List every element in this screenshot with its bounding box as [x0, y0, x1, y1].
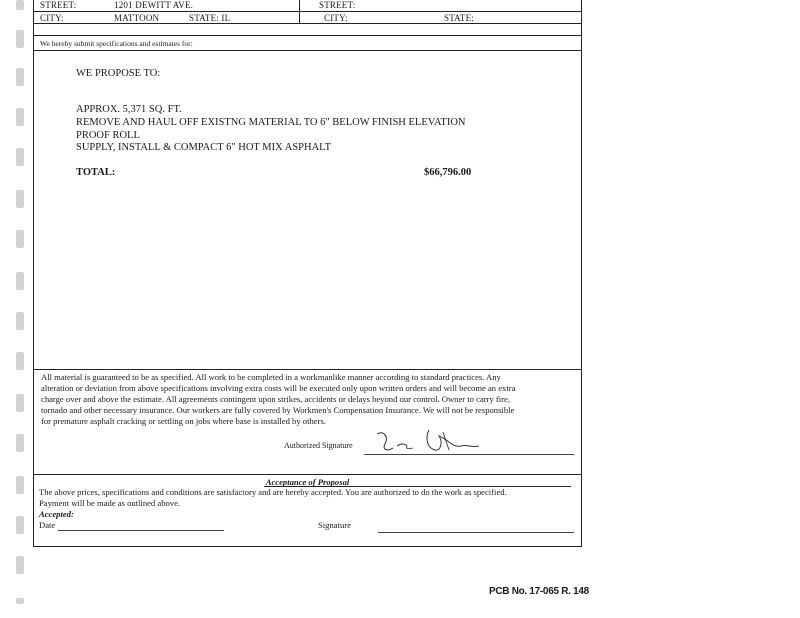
city-label-right: CITY:	[324, 13, 348, 23]
binder-holes	[16, 0, 26, 618]
binder-hole	[16, 556, 24, 574]
divider	[34, 23, 581, 24]
signature-label: Signature	[318, 520, 351, 530]
terms-line: tornado and other necessary insurance. Our workers are fully covered by Workmen's Compensation Insurance. We will not be responsible	[41, 405, 515, 415]
page-reference: PCB No. 17-065 R. 148	[489, 586, 589, 597]
handwritten-signature-icon	[369, 424, 494, 456]
binder-hole	[16, 352, 24, 370]
binder-hole	[16, 598, 24, 604]
terms-text	[41, 372, 578, 427]
terms-line: alteration or deviation from above specifications involving extra costs will be executed only upon written orders and will become an extra	[41, 383, 516, 393]
street-label-right: STREET:	[319, 0, 356, 10]
binder-hole	[16, 476, 24, 494]
street-row	[34, 0, 581, 11]
proposal-form	[33, 0, 582, 547]
city-value: MATTOON	[114, 13, 160, 23]
divider	[34, 35, 581, 36]
divider	[34, 369, 581, 370]
acceptance-line: Payment will be made as outlined above.	[39, 498, 181, 508]
divider-vertical	[299, 0, 300, 24]
binder-hole	[16, 394, 24, 412]
acceptance-title: Acceptance of Proposal	[265, 477, 350, 487]
authorized-signature-label: Authorized Signature	[284, 441, 353, 450]
proposal-heading: WE PROPOSE TO:	[76, 68, 161, 79]
binder-hole	[16, 516, 24, 534]
binder-hole	[16, 272, 24, 290]
binder-hole	[16, 0, 24, 10]
terms-line: charge over and above the estimate. All agreements contingent upon strikes, accidents or delays beyond our control. Owner to carry fire,	[41, 394, 510, 404]
proposal-line: PROOF ROLL	[76, 130, 140, 141]
binder-hole	[16, 434, 24, 452]
terms-line: for premature asphalt cracking or settling on jobs where base is installed by others.	[41, 416, 326, 426]
street-value: 1201 DEWITT AVE.	[114, 0, 194, 10]
total-value: $66,796.00	[424, 167, 472, 178]
binder-hole	[16, 68, 24, 86]
city-label: CITY:	[40, 13, 64, 23]
proposal-line: APPROX. 5,371 SQ. FT.	[76, 104, 182, 115]
total-label: TOTAL:	[76, 167, 116, 178]
street-label: STREET:	[40, 0, 77, 10]
accepted-label: Accepted:	[39, 509, 74, 519]
city-row	[34, 12, 581, 23]
proposal-line: REMOVE AND HAUL OFF EXISTNG MATERIAL TO 6" BELOW FINISH ELEVATION	[76, 117, 466, 128]
state-label: STATE: IL	[189, 13, 231, 23]
state-label-right: STATE:	[444, 13, 474, 23]
binder-hole	[16, 148, 24, 166]
binder-hole	[16, 190, 24, 208]
binder-hole	[16, 30, 24, 48]
intro-text: We hereby submit specifications and estimates for:	[40, 39, 193, 48]
terms-line: All material is guaranteed to be as specified. All work to be completed in a workmanlike manner according to standard practices. Any	[41, 372, 501, 382]
signature-line	[378, 532, 574, 533]
date-label: Date	[39, 520, 56, 530]
binder-hole	[16, 108, 24, 126]
divider	[34, 474, 581, 475]
divider	[34, 50, 581, 51]
binder-hole	[16, 312, 24, 330]
acceptance-line: The above prices, specifications and conditions are satisfactory and are hereby accepted. You are authorized to do the work as specified.	[39, 487, 507, 497]
binder-hole	[16, 230, 24, 248]
date-line	[58, 530, 224, 531]
proposal-line: SUPPLY, INSTALL & COMPACT 6" HOT MIX ASPHALT	[76, 142, 332, 153]
